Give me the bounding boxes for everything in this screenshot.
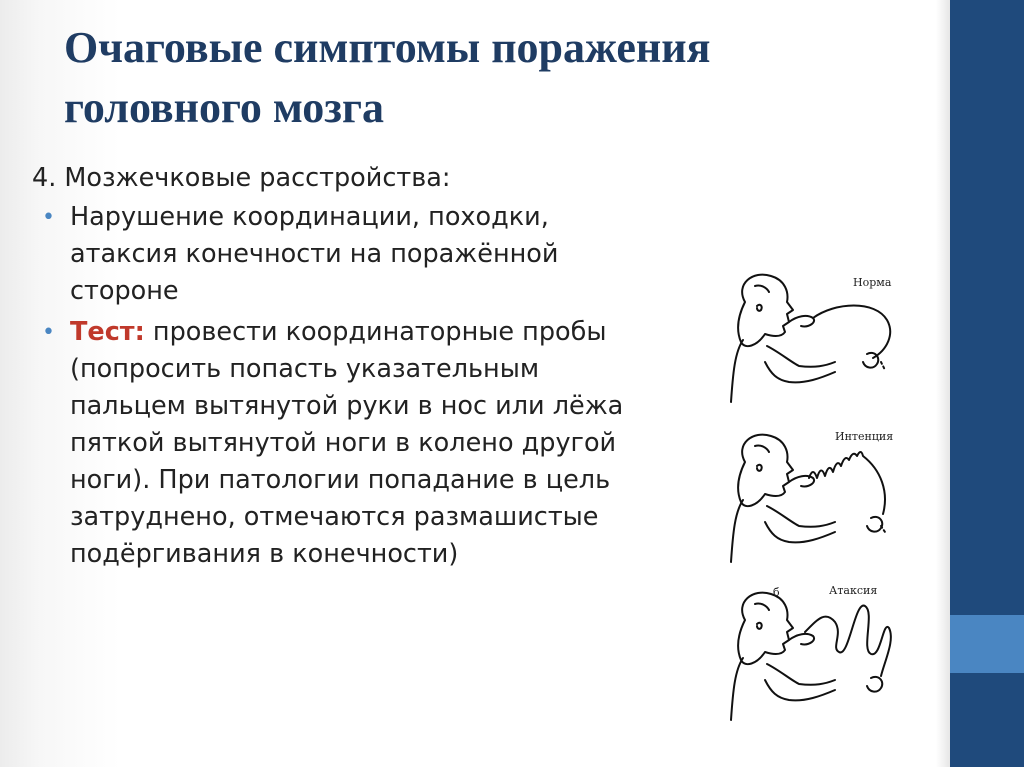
section-heading: 4. Мозжечковые расстройства: [32,163,451,193]
panel-ataxia [731,593,891,720]
label-normal: Норма [853,276,892,289]
slide-body [32,160,642,577]
bullet-text: Нарушение координации, походки, атаксия конечности на поражённой стороне [70,202,559,306]
panel-intention [731,435,885,562]
right-band-accent [950,615,1024,673]
bullet-text: провести координаторные пробы (попросить попасть указательным пальцем вытянутой руки в нос или лёжа пяткой вытянутой ноги в колено другой ноги). При патологии попадание в цель затруднено, отмечаются размашистые подёргивания в конечности) [70,317,624,569]
panel-marker: б [773,586,780,599]
slide-title: Очаговые симптомы поражения головного мозга [64,23,711,132]
coordination-test-illustration [705,262,915,722]
label-ataxia: Атаксия [829,584,878,597]
bullet-item [32,199,642,310]
panel-normal [731,275,890,402]
right-band-shadow [936,0,950,767]
bullet-dot-icon: • [42,205,55,230]
bullet-dot-icon: • [42,320,55,345]
label-intention: Интенция [835,430,894,443]
bullet-item [32,314,642,573]
test-label: Тест: [70,317,145,347]
